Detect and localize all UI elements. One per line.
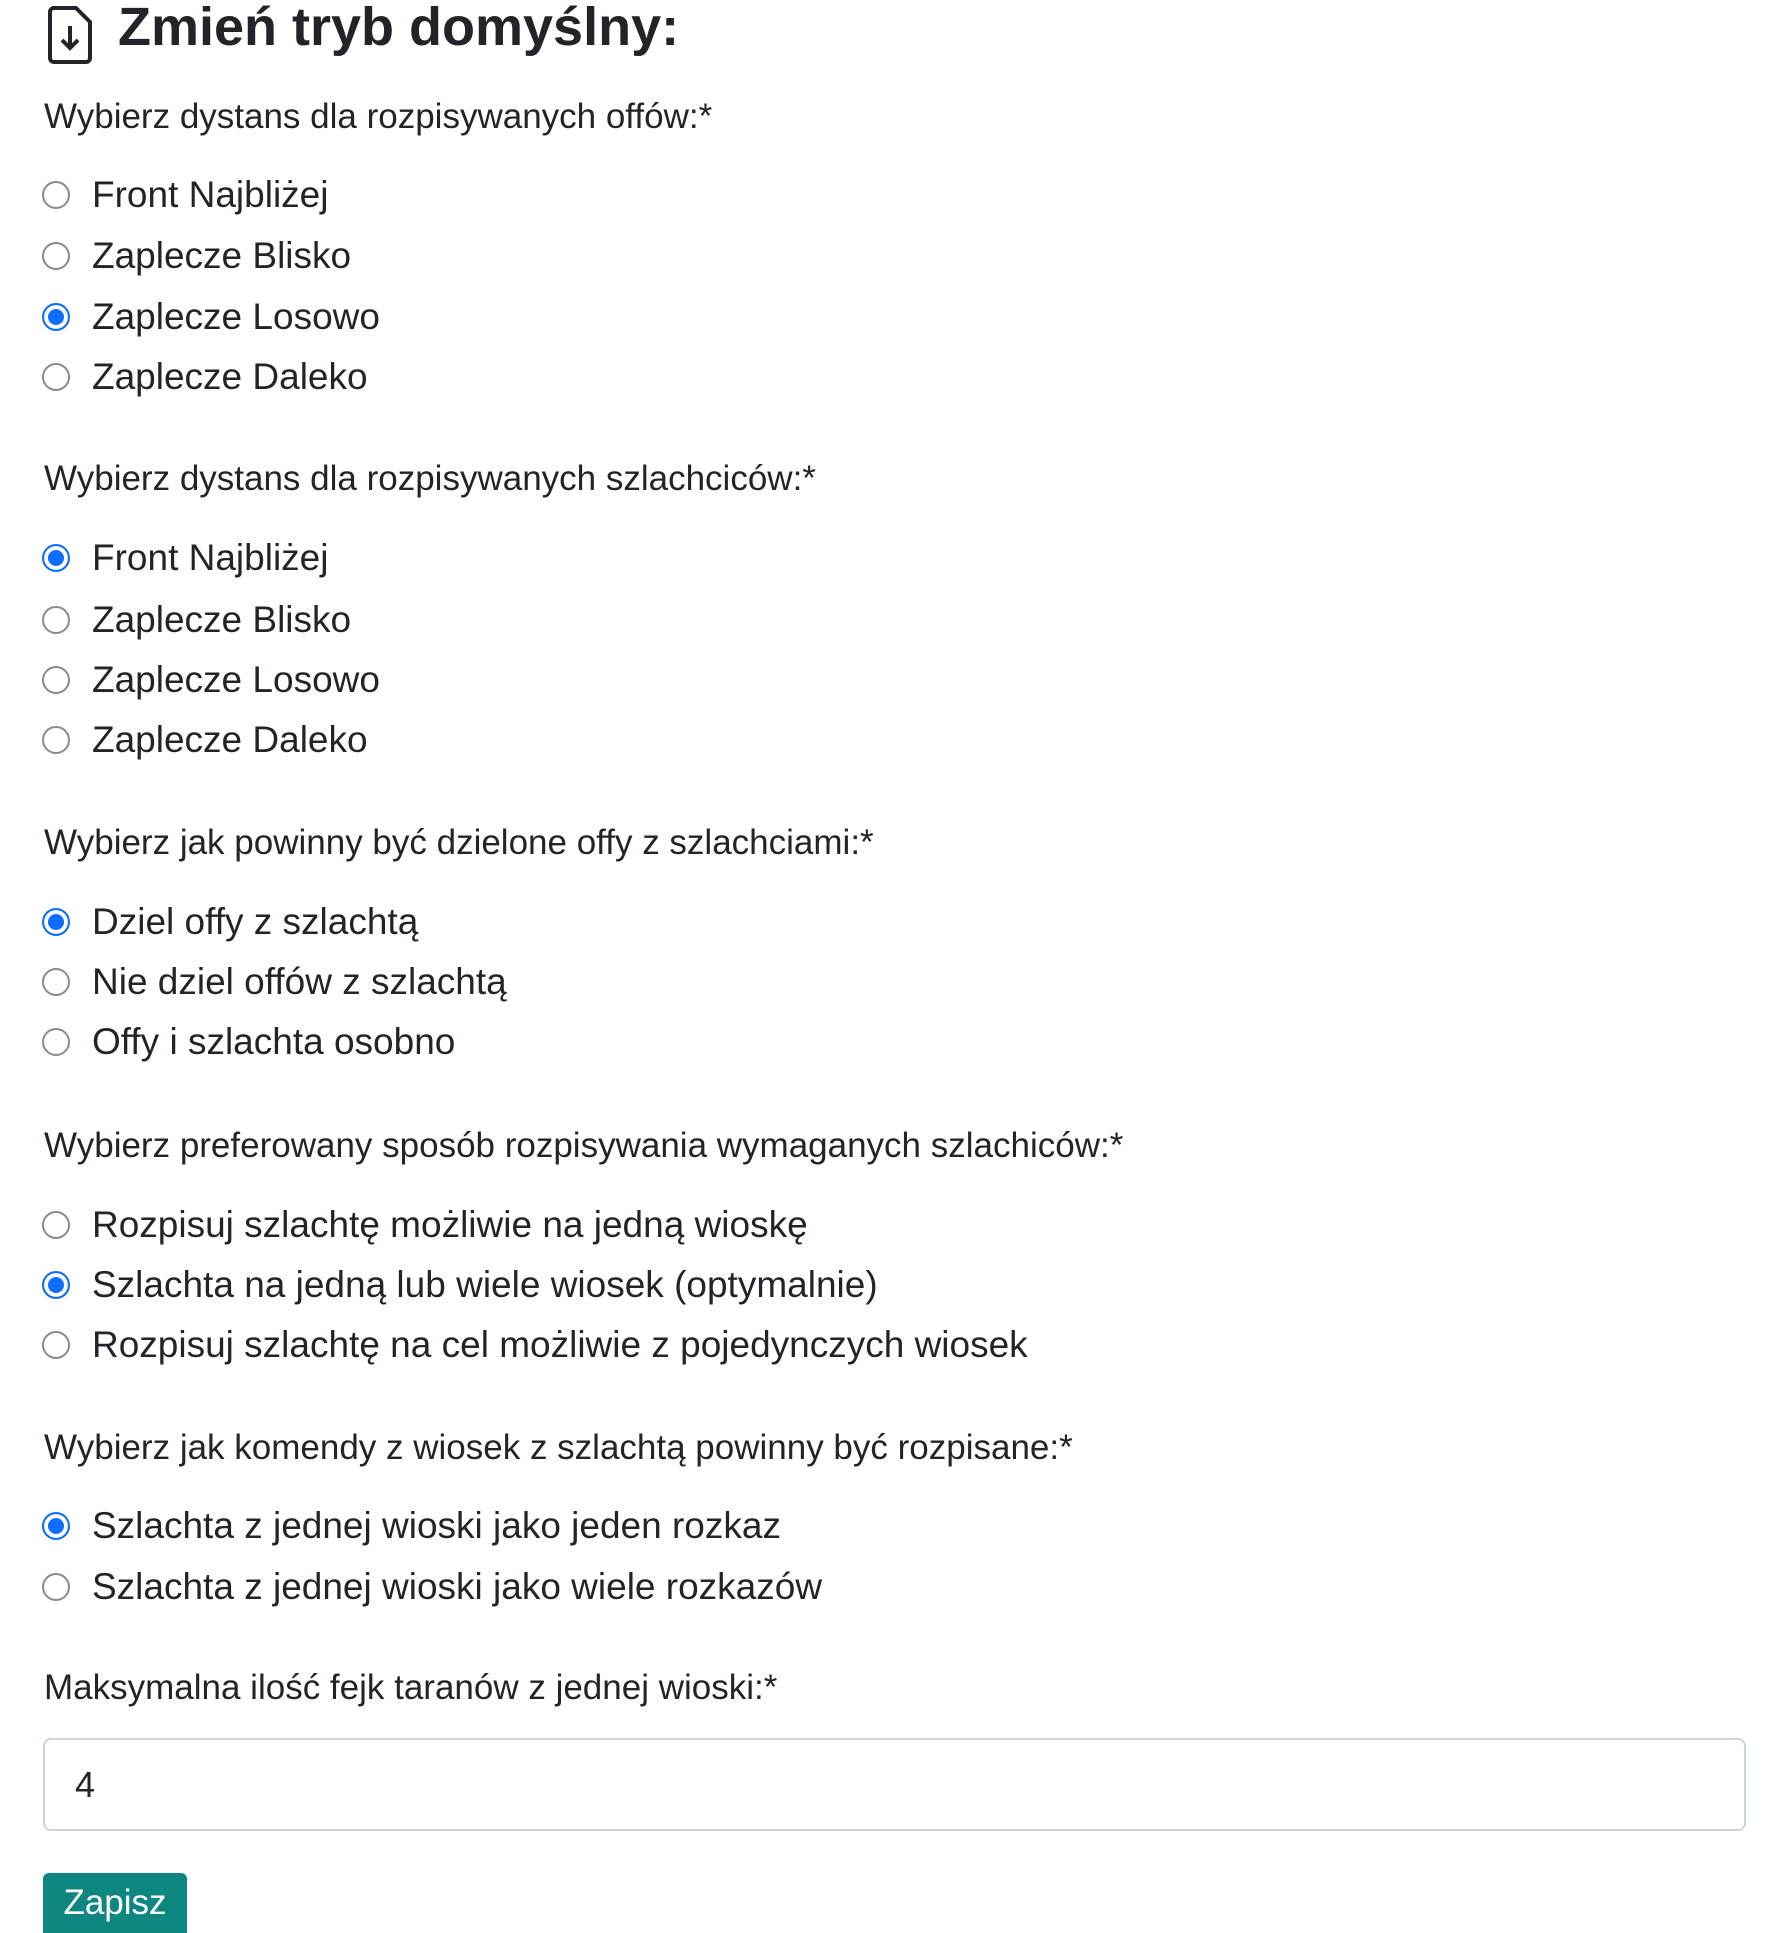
radio-label: Zaplecze Blisko	[92, 235, 352, 276]
radio-button[interactable]	[42, 1211, 70, 1239]
max-fake-input[interactable]	[43, 1738, 1746, 1831]
radio-button[interactable]	[42, 1512, 70, 1540]
radio-option[interactable]	[42, 960, 507, 1004]
radio-option[interactable]	[42, 1565, 822, 1609]
radio-option[interactable]	[42, 1020, 455, 1064]
radio-option[interactable]	[42, 1263, 878, 1307]
group-label: Wybierz dystans dla rozpisywanych offów:*	[44, 97, 713, 136]
radio-button[interactable]	[42, 303, 70, 331]
radio-button[interactable]	[42, 1573, 70, 1601]
radio-option[interactable]	[42, 658, 380, 702]
radio-button[interactable]	[42, 968, 70, 996]
group-label: Wybierz dystans dla rozpisywanych szlachciców:*	[44, 459, 816, 498]
radio-label: Offy i szlachta osobno	[92, 1021, 456, 1062]
radio-button[interactable]	[42, 1271, 70, 1299]
radio-button[interactable]	[42, 726, 70, 754]
radio-option[interactable]	[42, 900, 418, 944]
max-fake-label: Maksymalna ilość fejk taranów z jednej wioski:*	[44, 1668, 778, 1707]
radio-button[interactable]	[42, 666, 70, 694]
radio-label: Szlachta z jednej wioski jako jeden rozkaz	[92, 1505, 781, 1546]
file-download-icon	[46, 4, 94, 64]
radio-label: Front Najbliżej	[92, 537, 329, 578]
radio-button[interactable]	[42, 363, 70, 391]
radio-label: Rozpisuj szlachtę na cel możliwie z pojedynczych wiosek	[92, 1324, 1028, 1365]
radio-option[interactable]	[42, 718, 368, 762]
radio-button[interactable]	[42, 908, 70, 936]
radio-option[interactable]	[42, 598, 351, 642]
save-button[interactable]: Zapisz	[43, 1873, 187, 1933]
radio-option[interactable]	[42, 173, 328, 217]
radio-button[interactable]	[42, 544, 70, 572]
radio-button[interactable]	[42, 1331, 70, 1359]
radio-button[interactable]	[42, 1028, 70, 1056]
radio-label: Zaplecze Losowo	[92, 659, 380, 700]
radio-label: Zaplecze Daleko	[92, 719, 368, 760]
radio-button[interactable]	[42, 242, 70, 270]
radio-label: Zaplecze Losowo	[92, 296, 380, 337]
radio-label: Zaplecze Blisko	[92, 599, 352, 640]
max-fake-value: 4	[75, 1763, 96, 1805]
radio-label: Nie dziel offów z szlachtą	[92, 961, 507, 1002]
radio-button[interactable]	[42, 181, 70, 209]
group-label: Wybierz jak powinny być dzielone offy z szlachciami:*	[44, 823, 874, 862]
group-label: Wybierz jak komendy z wiosek z szlachtą powinny być rozpisane:*	[44, 1428, 1073, 1467]
radio-option[interactable]	[42, 536, 328, 580]
radio-label: Front Najbliżej	[92, 174, 329, 215]
radio-label: Szlachta na jedną lub wiele wiosek (optymalnie)	[92, 1264, 878, 1305]
radio-option[interactable]	[42, 1323, 1028, 1367]
radio-label: Rozpisuj szlachtę możliwie na jedną wioskę	[92, 1204, 808, 1245]
radio-option[interactable]	[42, 1504, 781, 1548]
radio-button[interactable]	[42, 606, 70, 634]
radio-option[interactable]	[42, 234, 351, 278]
radio-label: Zaplecze Daleko	[92, 356, 368, 397]
radio-label: Dziel offy z szlachtą	[92, 901, 419, 942]
radio-label: Szlachta z jednej wioski jako wiele rozkazów	[92, 1566, 823, 1607]
radio-option[interactable]	[42, 295, 380, 339]
radio-option[interactable]	[42, 355, 368, 399]
radio-option[interactable]	[42, 1203, 808, 1247]
group-label: Wybierz preferowany sposób rozpisywania wymaganych szlachiców:*	[44, 1126, 1124, 1165]
page-title: Zmień tryb domyślny:	[118, 0, 680, 57]
